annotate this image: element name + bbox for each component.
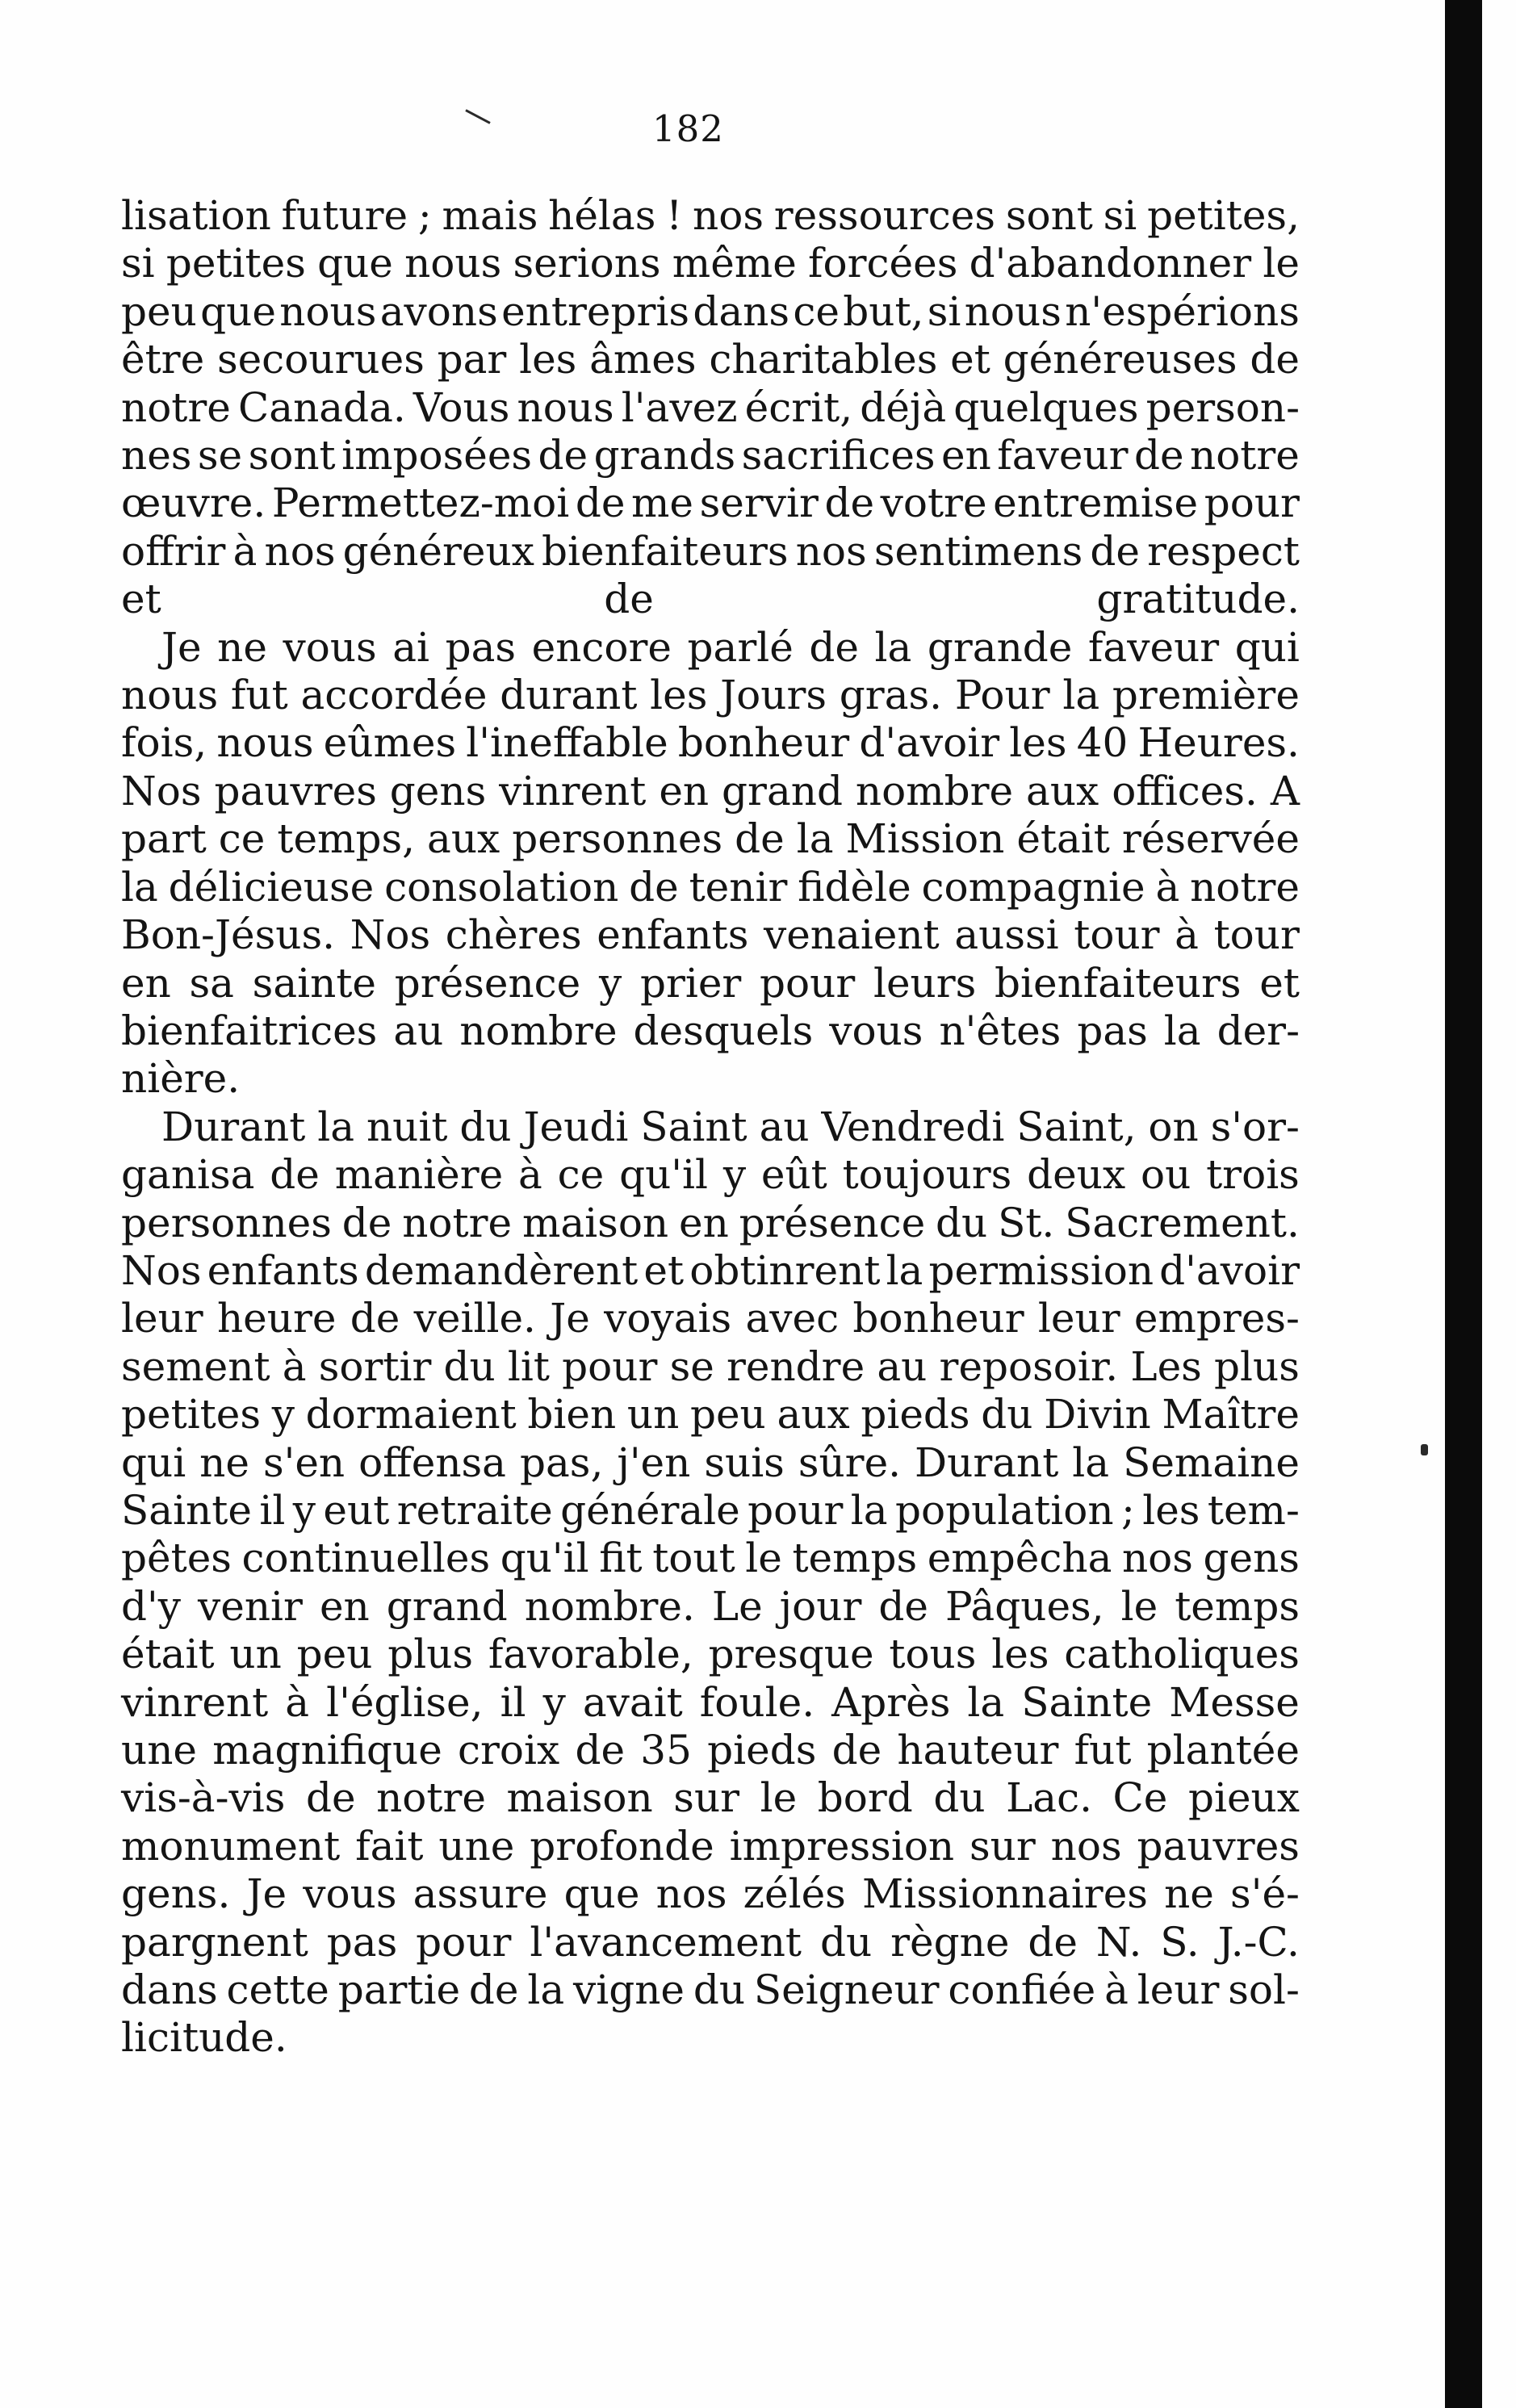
scanned-page-edge — [1445, 0, 1482, 2408]
text-line: et de gratitude. — [121, 576, 1300, 623]
text-line: une magnifique croix de 35 pieds de hauteur fut plantée — [121, 1727, 1300, 1774]
text-line: licitude. — [121, 2014, 287, 2062]
text-line: bienfaitrices au nombre desquels vous n'êtes pas la der- — [121, 1007, 1300, 1054]
text-line: notre Canada. Vous nous l'avez écrit, déjà quelques person- — [121, 383, 1300, 431]
text-line: sement à sortir du lit pour se rendre au reposoir. Les plus — [121, 1342, 1300, 1390]
text-line: être secourues par les âmes charitables et généreuses de — [121, 336, 1300, 383]
text-line: gens. Je vous assure que nos zélés Missionnaires ne s'é- — [121, 1870, 1300, 1918]
text-line: nous fut accordée durant les Jours gras. Pour la première — [121, 672, 1300, 719]
text-line: part ce temps, aux personnes de la Mission était réservée — [121, 815, 1300, 863]
text-line: leur heure de veille. Je voyais avec bonheur leur empres- — [121, 1295, 1300, 1342]
text-line: nière. — [121, 1055, 241, 1103]
text-line: si petites que nous serions même forcées d'abandonner le — [121, 240, 1300, 287]
text-line: pargnent pas pour l'avancement du règne de N. S. J.-C. — [121, 1918, 1300, 1966]
text-line: qui ne s'en offensa pas, j'en suis sûre. Durant la Semaine — [121, 1439, 1300, 1486]
text-line: était un peu plus favorable, presque tous les catholiques — [121, 1631, 1300, 1678]
text-line: en sa sainte présence y prier pour leurs bienfaiteurs et — [121, 959, 1300, 1007]
text-line: d'y venir en grand nombre. Le jour de Pâques, le temps — [121, 1582, 1300, 1630]
paragraph-semaine-sainte — [121, 1103, 1300, 2063]
text-line: lisation future ; mais hélas ! nos ressources sont si petites, — [121, 192, 1300, 239]
paragraph-quarante-heures — [121, 624, 1300, 1103]
text-line: fois, nous eûmes l'ineffable bonheur d'avoir les 40 Heures. — [121, 719, 1300, 767]
page-number: 182 — [652, 107, 724, 150]
margin-speck — [1421, 1444, 1428, 1455]
text-line: pêtes continuelles qu'il fit tout le temps empêcha nos gens — [121, 1535, 1300, 1582]
text-line: la délicieuse consolation de tenir fidèle compagnie à notre — [121, 863, 1300, 911]
text-line: œuvre. Permettez-moi de me servir de votre entremise pour — [121, 480, 1300, 527]
text-line: personnes de notre maison en présence du St. Sacrement. — [121, 1199, 1300, 1246]
text-line: dans cette partie de la vigne du Seigneur confiée à leur sol- — [121, 1966, 1300, 2014]
text-line: Je ne vous ai pas encore parlé de la grande faveur qui — [161, 623, 1300, 671]
text-line: Nos pauvres gens vinrent en grand nombre aux offices. A — [121, 767, 1300, 815]
paragraph-ressources — [121, 192, 1300, 624]
ink-mark — [465, 109, 490, 124]
text-line: petites y dormaient bien un peu aux pieds du Divin Maître — [121, 1391, 1300, 1439]
text-line: Durant la nuit du Jeudi Saint au Vendredi Saint, on s'or- — [161, 1103, 1300, 1150]
text-line: Sainte il y eut retraite générale pour la population ; les tem- — [121, 1486, 1300, 1534]
text-line: vis-à-vis de notre maison sur le bord du Lac. Ce pieux — [121, 1774, 1300, 1822]
text-line: ganisa de manière à ce qu'il y eût toujours deux ou trois — [121, 1151, 1300, 1199]
text-line: monument fait une profonde impression sur nos pauvres — [121, 1822, 1300, 1870]
text-line: peu que nous avons entrepris dans ce but, si nous n'espérions — [121, 287, 1300, 335]
text-line: offrir à nos généreux bienfaiteurs nos sentimens de respect — [121, 527, 1300, 575]
text-line: Bon-Jésus. Nos chères enfants venaient aussi tour à tour — [121, 911, 1300, 959]
text-line: vinrent à l'église, il y avait foule. Après la Sainte Messe — [121, 1678, 1300, 1726]
body-text — [121, 192, 1300, 2063]
text-line: Nos enfants demandèrent et obtinrent la permission d'avoir — [121, 1246, 1300, 1294]
text-line: nes se sont imposées de grands sacrifices en faveur de notre — [121, 432, 1300, 480]
